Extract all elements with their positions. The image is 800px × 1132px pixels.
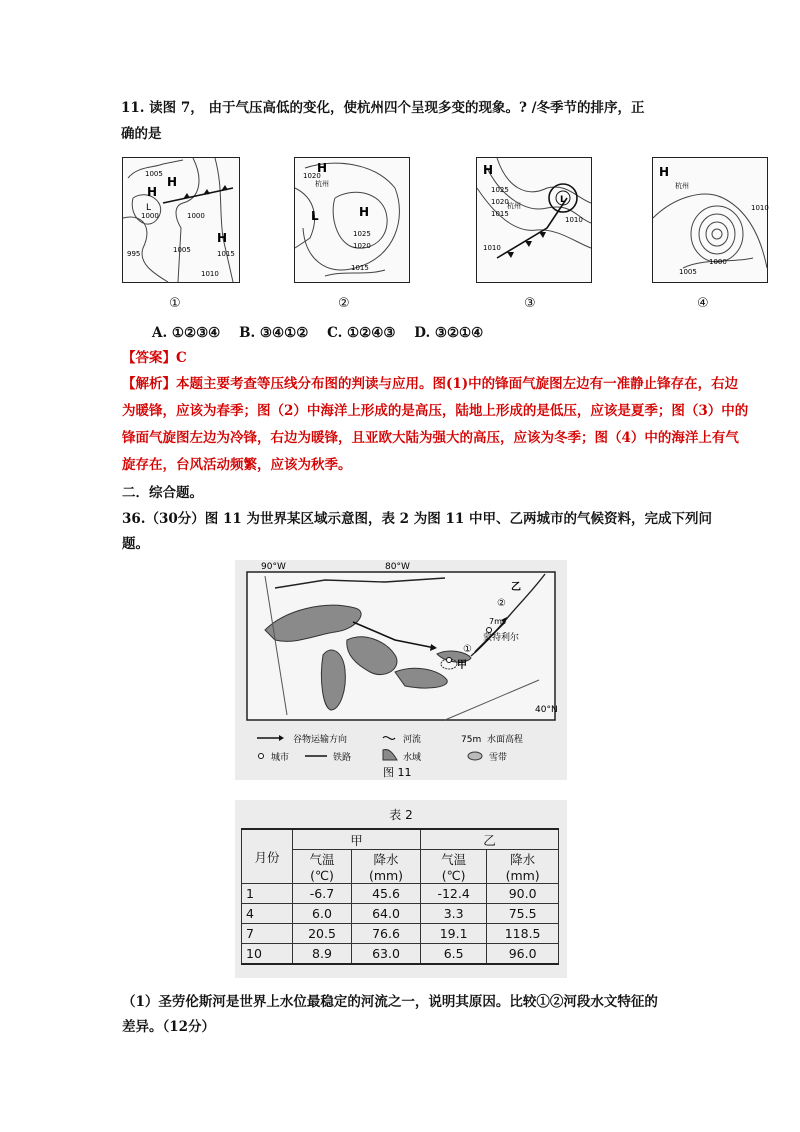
fig11-lon2: 80°W — [385, 562, 410, 572]
map3-isobar-2: 1020 — [491, 198, 509, 206]
isobar-map-3 — [476, 157, 592, 283]
map1-isobar-1: 1005 — [145, 170, 163, 178]
map2-isobar-3: 1020 — [353, 242, 371, 250]
isobar-map-1 — [122, 157, 240, 283]
q11-analysis-4: 旋存在，台风活动频繁，应该为秋季。 — [122, 457, 352, 473]
fig11-elev: 7m — [489, 617, 502, 626]
map1-isobar-6: 1015 — [217, 250, 235, 258]
map3-isobar-4: 1010 — [565, 216, 583, 224]
fig11-city-jia: 甲 — [457, 660, 467, 671]
climate-table — [241, 828, 559, 965]
fig11-circle2: ② — [497, 598, 506, 609]
map-label-4: ④ — [697, 296, 709, 311]
q36-1-line2: 差异。（12分） — [122, 1019, 216, 1035]
map3-center-l: L — [560, 195, 566, 205]
map1-isobar-3: 1000 — [187, 212, 205, 220]
map4-place: 杭州 — [675, 182, 689, 190]
legend-city: 城市 — [271, 753, 290, 763]
legend-snow: 雪带 — [489, 753, 508, 763]
table-row: 4 6.0 64.0 3.3 75.5 — [242, 904, 559, 924]
map2-center-l: L — [311, 209, 319, 223]
map4-center-h: H — [659, 165, 670, 179]
header-yi-precip: 降水 (mm) — [487, 850, 559, 884]
section-heading: 二．综合题。 — [122, 485, 203, 501]
header-yi: 乙 — [421, 829, 559, 850]
map-label-2: ② — [338, 296, 350, 311]
map3-isobar-3: 1015 — [491, 210, 509, 218]
map-label-1: ① — [169, 296, 181, 311]
isobar-map-4 — [652, 157, 768, 283]
map1-center-h1: H — [147, 185, 158, 199]
table-2 — [235, 800, 567, 978]
q36-line1: 36.（30分）图 11 为世界某区域示意图，表 2 为图 11 中甲、乙两城市的气候资料，完成下列问 — [122, 511, 712, 527]
table-2-title: 表 2 — [389, 808, 413, 822]
figure-11 — [235, 560, 567, 780]
fig11-city: 蒙特利尔 — [483, 633, 520, 643]
fig11-city-yi: 乙 — [511, 582, 521, 593]
map-label-3: ③ — [524, 296, 536, 311]
q11-analysis-2: 为暖锋，应该为春季；图（2）中海洋上形成的是高压，陆地上形成的是低压，应该是夏季；图（3）中的 — [122, 403, 749, 419]
map4-isobar-3: 1000 — [709, 258, 727, 266]
table-row: 10 8.9 63.0 6.5 96.0 — [242, 944, 559, 965]
map2-place: 杭州 — [315, 180, 329, 188]
legend-river: 河流 — [403, 735, 422, 745]
q11-line2: 确的是 — [121, 126, 162, 142]
map3-isobar-5: 1010 — [483, 244, 501, 252]
map2-center-h1: H — [317, 161, 328, 175]
map2-center-h2: H — [359, 205, 370, 219]
q11-answer: 【答案】C — [122, 350, 187, 366]
fig11-lon1: 90°W — [261, 562, 286, 572]
header-jia-temp: 气温 (℃) — [293, 850, 352, 884]
table-row: 7 20.5 76.6 19.1 118.5 — [242, 924, 559, 944]
map2-isobar-2: 1025 — [353, 230, 371, 238]
table-row: 1 -6.7 45.6 -12.4 90.0 — [242, 884, 559, 904]
q36-line2: 题。 — [122, 536, 149, 552]
q11-analysis-1: 【解析】本题主要考查等压线分布图的判读与应用。图(1)中的锋面气旋图左边有一准静止锋存在，右边 — [122, 376, 739, 392]
header-jia-precip: 降水 (mm) — [352, 850, 421, 884]
fig11-lat: 40°N — [535, 705, 558, 715]
map2-isobar-4: 1015 — [351, 264, 369, 272]
map3-center-h: H — [483, 163, 494, 177]
map1-isobar-5: 1005 — [173, 246, 191, 254]
header-month: 月份 — [242, 829, 293, 884]
map1-center-h3: H — [217, 231, 228, 245]
q11-options: A. ①②③④ B. ③④①② C. ①②④③ D. ③②①④ — [152, 325, 484, 341]
map1-isobar-7: 1010 — [201, 270, 219, 278]
header-yi-temp: 气温 (℃) — [421, 850, 487, 884]
legend-rail: 铁路 — [333, 753, 352, 763]
map4-isobar-2: 1005 — [679, 268, 697, 276]
map1-isobar-2: 1000 — [141, 212, 159, 220]
legend-elevation: 75m 水面高程 — [461, 735, 523, 745]
map1-center-l: L — [146, 203, 152, 213]
map2-isobar-1: 1020 — [303, 172, 321, 180]
legend-grain: 谷物运输方向 — [293, 735, 348, 745]
isobar-map-2 — [294, 157, 410, 283]
header-jia: 甲 — [293, 829, 421, 850]
fig11-caption: 图 11 — [383, 766, 412, 779]
map3-place: 杭州 — [507, 202, 521, 210]
fig11-circle1: ① — [463, 644, 472, 655]
q36-1-line1: （1）圣劳伦斯河是世界上水位最稳定的河流之一，说明其原因。比较①②河段水文特征的 — [122, 994, 658, 1010]
legend-water: 水域 — [403, 753, 422, 763]
map1-isobar-4: 995 — [127, 250, 141, 258]
q11-analysis-3: 锋面气旋图左边为冷锋，右边为暖锋，且亚欧大陆为强大的高压，应该为冬季；图（4）中的海洋上有气 — [122, 430, 739, 446]
map1-center-h2: H — [167, 175, 178, 189]
map3-isobar-1: 1025 — [491, 186, 509, 194]
q11-line1: 11. 读图 7， 由于气压高低的变化，使杭州四个呈现多变的现象。? /冬季节的排序，正 — [121, 100, 645, 116]
map4-isobar-1: 1010 — [751, 204, 769, 212]
